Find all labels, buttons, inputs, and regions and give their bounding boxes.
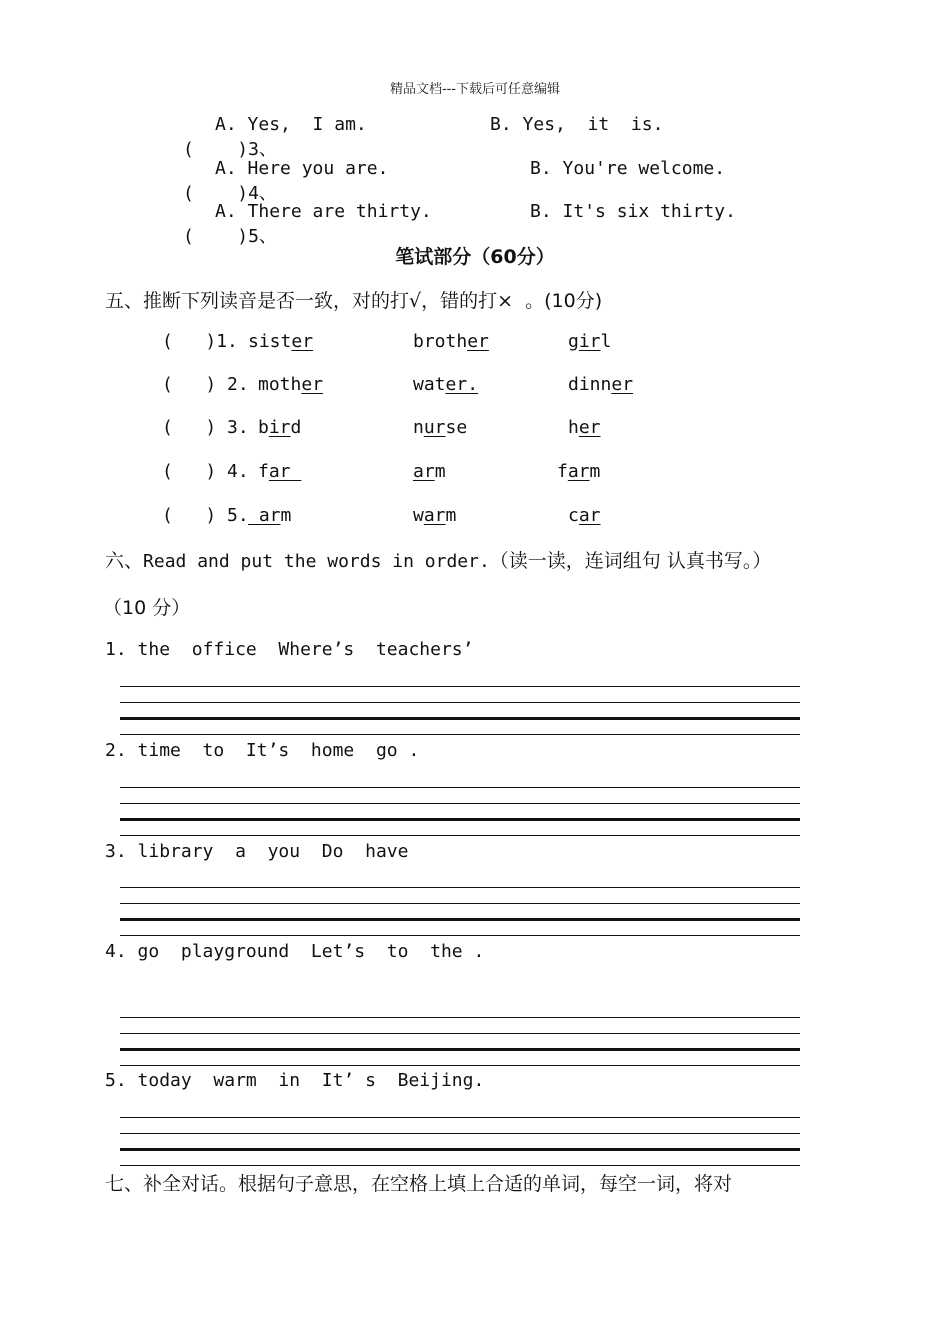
option-b: [490, 114, 663, 135]
item-number: 4、: [248, 183, 277, 204]
word-3: [568, 374, 633, 395]
item-number: 3.: [105, 841, 127, 862]
word-2: [413, 374, 478, 395]
underlined-letters: er: [611, 374, 634, 395]
item-number: 4.: [227, 461, 249, 482]
written-section-heading: 笔试部分（60分）: [395, 246, 555, 268]
word-part: m: [434, 461, 446, 482]
page-header: 精品文档---下载后可任意编辑: [389, 82, 561, 97]
sentence-item: [105, 740, 419, 761]
scrambled-words: the office Where’s teachers’: [137, 639, 474, 660]
option-b-text: You're welcome.: [562, 158, 726, 179]
option-a: [215, 158, 388, 179]
answer-blank: ( ): [183, 226, 249, 247]
section-number: 六、: [105, 550, 144, 572]
answer-blank: ( ): [183, 139, 249, 160]
sentence-item: [105, 639, 473, 660]
table-row: [162, 505, 249, 526]
writing-line: [120, 1065, 800, 1066]
writing-baseline: [120, 1048, 800, 1051]
section-6-title: [105, 546, 771, 573]
writing-line: [120, 734, 800, 735]
word-part: se: [445, 417, 468, 438]
underlined-letters: ir: [578, 331, 601, 352]
underlined-letters: ar: [413, 461, 435, 482]
section-6-points: （10 分）: [103, 597, 191, 619]
word-part: n: [413, 417, 424, 438]
writing-baseline: [120, 818, 800, 821]
underlined-letters: er: [578, 417, 601, 438]
item-number: 3、: [248, 139, 277, 160]
writing-line: [120, 1165, 800, 1166]
instruction-en: Read and put the words in order.: [143, 551, 490, 572]
item-number: 5.: [227, 505, 249, 526]
word-part: b: [258, 417, 269, 438]
word-part: moth: [258, 374, 302, 395]
word-part: m: [280, 505, 292, 526]
option-a-label: A.: [215, 114, 237, 135]
option-b-text: Yes, it is.: [522, 114, 664, 135]
word-2: [413, 417, 467, 438]
option-a-text: There are thirty.: [247, 201, 432, 222]
answer-blank: ( ): [162, 374, 217, 395]
word-1: [248, 331, 313, 352]
option-b: [530, 201, 736, 222]
scrambled-words: today warm in It’ s Beijing.: [137, 1070, 485, 1091]
section-7-title: 七、补全对话。根据句子意思，在空格上填上合适的单词，每空一词，将对: [105, 1173, 733, 1195]
item-number: 1.: [105, 639, 127, 660]
word-part: l: [600, 331, 612, 352]
table-row: [162, 417, 249, 438]
writing-line: [120, 702, 800, 703]
writing-baseline: [120, 918, 800, 921]
option-b-label: B.: [530, 201, 552, 222]
underlined-letters: ar: [567, 461, 590, 482]
sentence-item: [105, 841, 408, 862]
word-1: [258, 461, 301, 482]
word-1: [258, 417, 301, 438]
word-part: h: [568, 417, 579, 438]
writing-line: [120, 935, 800, 936]
writing-line: [120, 903, 800, 904]
answer-blank: ( ): [162, 505, 217, 526]
word-1: [248, 505, 291, 526]
answer-blank: ( ): [162, 461, 217, 482]
answer-blank: ( ): [162, 331, 217, 352]
table-row: [162, 331, 238, 352]
section-5-title: 五、推断下列读音是否一致，对的打√，错的打× 。(10分): [105, 290, 603, 312]
item-number: 2.: [227, 374, 249, 395]
option-a-label: A.: [215, 201, 237, 222]
writing-line: [120, 835, 800, 836]
underlined-letters: er: [301, 374, 324, 395]
word-part: m: [445, 505, 457, 526]
item-number: 5、: [248, 226, 277, 247]
answer-blank: ( ): [183, 183, 249, 204]
underlined-letters: ar: [423, 505, 446, 526]
word-3: [557, 461, 600, 482]
word-3: [568, 505, 601, 526]
underlined-letters: ar: [248, 505, 281, 526]
option-b-text: It's six thirty.: [562, 201, 736, 222]
underlined-letters: er.: [445, 374, 479, 395]
item-number: 1.: [216, 331, 238, 352]
option-a-text: Yes, I am.: [247, 114, 367, 135]
writing-line: [120, 1017, 800, 1018]
option-b-label: B.: [530, 158, 552, 179]
option-a-text: Here you are.: [247, 158, 389, 179]
word-2: [413, 461, 446, 482]
word-2: [413, 331, 489, 352]
scrambled-words: time to It’s home go .: [137, 740, 420, 761]
scrambled-words: library a you Do have: [137, 841, 409, 862]
item-number: 5.: [105, 1070, 127, 1091]
sentence-item: [105, 941, 484, 962]
item-number: 2.: [105, 740, 127, 761]
underlined-letters: ar: [578, 505, 601, 526]
word-part: dinn: [568, 374, 612, 395]
writing-line: [120, 1033, 800, 1034]
table-row: [162, 374, 249, 395]
word-part: wat: [413, 374, 446, 395]
underlined-letters: er: [291, 331, 314, 352]
writing-baseline: [120, 717, 800, 720]
word-3: [568, 331, 611, 352]
word-part: f: [258, 461, 269, 482]
word-part: f: [557, 461, 568, 482]
word-part: c: [568, 505, 579, 526]
word-1: [258, 374, 323, 395]
option-b: [530, 158, 725, 179]
answer-blank: ( ): [162, 417, 217, 438]
underlined-letters: ar: [268, 461, 302, 482]
instruction-cn: （读一读，连词组句 认真书写。）: [489, 550, 772, 572]
underlined-letters: er: [467, 331, 489, 352]
table-row: [162, 461, 249, 482]
word-part: w: [413, 505, 424, 526]
writing-line: [120, 787, 800, 788]
option-b-label: B.: [490, 114, 512, 135]
option-a: [215, 114, 367, 135]
writing-baseline: [120, 1148, 800, 1151]
item-number: 4.: [105, 941, 127, 962]
scrambled-words: go playground Let’s to the .: [137, 941, 485, 962]
word-part: m: [589, 461, 601, 482]
item-number: 3.: [227, 417, 249, 438]
writing-line: [120, 1133, 800, 1134]
underlined-letters: ur: [423, 417, 446, 438]
underlined-letters: ir: [268, 417, 291, 438]
word-2: [413, 505, 456, 526]
sentence-item: [105, 1070, 484, 1091]
writing-line: [120, 803, 800, 804]
option-a: [215, 201, 432, 222]
word-part: broth: [413, 331, 468, 352]
word-part: sist: [248, 331, 292, 352]
option-a-label: A.: [215, 158, 237, 179]
writing-line: [120, 1117, 800, 1118]
word-part: g: [568, 331, 579, 352]
writing-line: [120, 686, 800, 687]
word-3: [568, 417, 601, 438]
word-part: d: [290, 417, 302, 438]
writing-line: [120, 887, 800, 888]
